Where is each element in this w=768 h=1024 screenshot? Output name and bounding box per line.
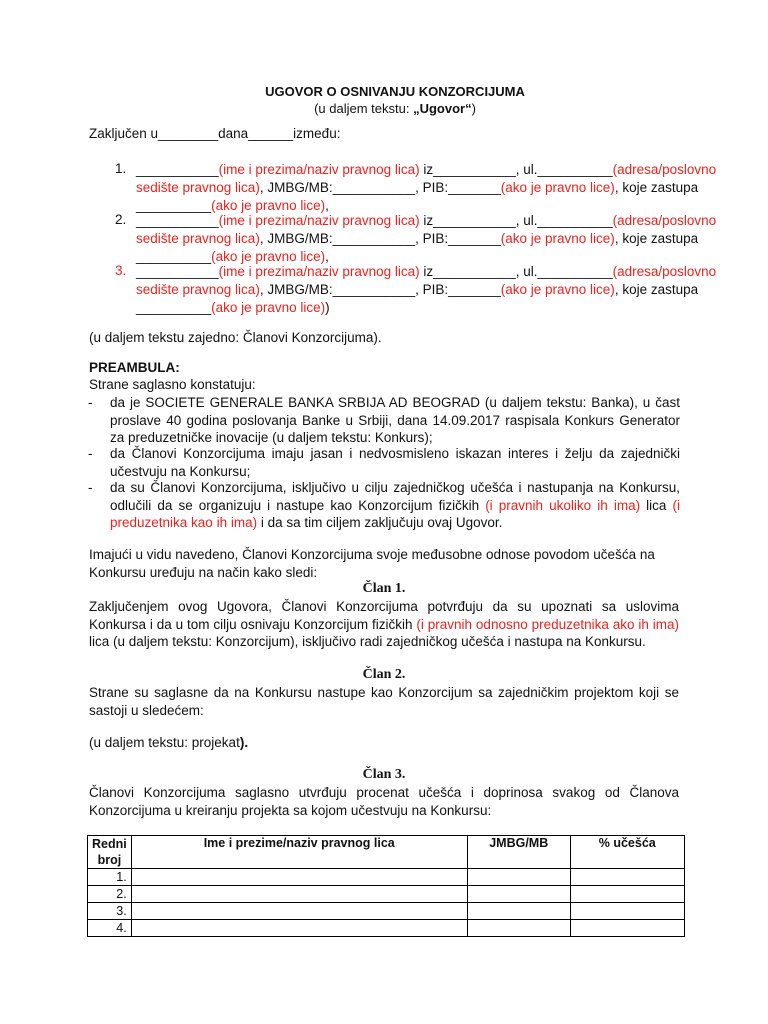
placeholder-seat: sedište pravnog lica) bbox=[136, 180, 260, 195]
bullet-text: da je SOCIETE GENERALE BANKA SRBIJA AD BEOGRAD (u daljem tekstu: Banka), u čast proslave 40 godina poslovanja Banke u Srbiji, dana 14.09.2017 raspisala Konkurs Generator za preduzetničke inovacije (u daljem tekstu: Konkurs); bbox=[110, 395, 680, 446]
intro-line: Zaključen u________dana______između: bbox=[89, 126, 341, 141]
cell-jmbg bbox=[467, 903, 570, 920]
cell-ime bbox=[131, 920, 467, 937]
imajuci-paragraph: Imajući u vidu navedeno, Članovi Konzorcijuma svoje međusobne odnose povodom učešća na Konkursu uređuju na način kako sledi: bbox=[89, 547, 655, 580]
bullet-dash: - bbox=[88, 395, 93, 410]
cell-ime bbox=[131, 886, 467, 903]
projekat-close: ). bbox=[239, 735, 249, 750]
placeholder-legal: (ako je pravno lice) bbox=[211, 198, 326, 213]
paragraph-text: lica (u daljem tekstu: Konzorcijum), isključivo radi zajedničkog učešća i nastupa na Konkursu. bbox=[89, 634, 646, 650]
blank: __________ bbox=[136, 300, 212, 315]
cell-jmbg bbox=[467, 869, 570, 886]
party-number: 2. bbox=[115, 212, 127, 227]
projekat-text: (u daljem tekstu: projekat bbox=[89, 735, 240, 750]
subtitle-ugovor: „Ugovor“ bbox=[413, 101, 472, 116]
preambula-lead: Strane saglasno konstatuju: bbox=[89, 377, 256, 392]
clan-3-heading: Član 3. bbox=[362, 767, 406, 782]
header-jmbg: JMBG/MB bbox=[467, 836, 570, 869]
paragraph-text: Zaključenjem ovog Ugovora, Članovi Konzorcijuma potvrđuju da su upoznati sa uslovima Konkursa i da u tom cilju osnivaju Konzorcijum fizičkih bbox=[89, 599, 679, 632]
bullet-text: da Članovi Konzorcijuma imaju jasan i nedvosmisleno iskazan interes i želju da zajednički učestvuju na Konkursu; bbox=[110, 446, 680, 479]
cell-jmbg bbox=[467, 886, 570, 903]
table-row bbox=[88, 869, 685, 886]
represented-by: , koje zastupa bbox=[614, 282, 699, 297]
cell-ime bbox=[131, 869, 467, 886]
parties-list bbox=[115, 161, 715, 321]
together-line: (u daljem tekstu zajedno: Članovi Konzorcijuma). bbox=[89, 330, 382, 345]
punct: , bbox=[325, 249, 329, 264]
subtitle-prefix: (u daljem tekstu: bbox=[314, 101, 414, 116]
party-number: 3. bbox=[115, 263, 127, 278]
blank: __________ bbox=[136, 198, 212, 213]
address-blanks: iz___________, ul.__________ bbox=[419, 213, 613, 228]
party-line-2 bbox=[136, 179, 698, 196]
header-ime-prezime: Ime i prezime/naziv pravnog lica bbox=[131, 836, 467, 869]
punct: , bbox=[325, 198, 329, 213]
placeholder-legal: (ako je pravno lice) bbox=[500, 282, 615, 297]
bullet-text: da su Članovi Konzorcijuma, isključivo u cilju zajedničkog učešća i nastupanja na Konkursu, odlučili da se organizuju i nastupe kao Konzorcijum fizičkih bbox=[110, 480, 680, 513]
placeholder-address: (adresa/poslovno bbox=[612, 213, 717, 228]
bullet-text: lica bbox=[640, 497, 673, 513]
table-row bbox=[88, 886, 685, 903]
bullet-dash: - bbox=[88, 446, 93, 461]
clan-1-heading: Član 1. bbox=[362, 581, 406, 596]
party-line-2 bbox=[136, 281, 698, 298]
placeholder-seat: sedište pravnog lica) bbox=[136, 231, 260, 246]
placeholder-legal: (ako je pravno lice) bbox=[500, 231, 615, 246]
placeholder-seat: sedište pravnog lica) bbox=[136, 282, 260, 297]
preambula-bullet-3 bbox=[88, 479, 681, 532]
party-line-1 bbox=[136, 161, 716, 178]
placeholder-name: (ime i prezima/naziv pravnog lica) bbox=[218, 264, 420, 279]
subtitle-suffix: ) bbox=[471, 101, 476, 116]
cell-ucesce bbox=[570, 869, 684, 886]
preambula-heading: PREAMBULA: bbox=[89, 360, 180, 375]
placeholder-legal: (ako je pravno lice) bbox=[211, 249, 326, 264]
placeholder-address: (adresa/poslovno bbox=[612, 162, 717, 177]
id-blanks: , JMBG/MB:___________, PIB:_______ bbox=[259, 180, 501, 195]
placeholder-name: (ime i prezima/naziv pravnog lica) bbox=[218, 162, 420, 177]
party-line-1 bbox=[136, 263, 716, 280]
id-blanks: , JMBG/MB:___________, PIB:_______ bbox=[259, 231, 501, 246]
contract-subtitle bbox=[0, 101, 768, 116]
address-blanks: iz___________, ul.__________ bbox=[419, 162, 613, 177]
represented-by: , koje zastupa bbox=[614, 231, 699, 246]
blank: ___________ bbox=[136, 213, 219, 228]
placeholder-legal: (ako je pravno lice) bbox=[211, 300, 326, 315]
cell-ucesce bbox=[570, 920, 684, 937]
placeholder-entities: (i pravnih odnosno preduzetnika ako ih ima) bbox=[416, 616, 680, 632]
preambula-bullet-2 bbox=[88, 445, 680, 480]
placeholder-legal: (ako je pravno lice) bbox=[500, 180, 615, 195]
clan-2-heading: Član 2. bbox=[362, 667, 406, 682]
clan-2-paragraph: Strane su saglasne da na Konkursu nastupe kao Konzorcijum sa zajedničkim projektom koji se sastoji u sledećem: bbox=[89, 685, 679, 718]
projekat-line bbox=[89, 735, 248, 750]
cell-ucesce bbox=[570, 903, 684, 920]
blank: ___________ bbox=[136, 162, 219, 177]
cell-jmbg bbox=[467, 920, 570, 937]
placeholder-entrepreneurs: (i preduzetnika kao ih ima) bbox=[110, 497, 681, 531]
table-row bbox=[88, 903, 685, 920]
bullet-text: i da sa tim ciljem zaključuju ovaj Ugovor. bbox=[257, 515, 503, 531]
cell-redni-broj: 2. bbox=[88, 886, 132, 903]
placeholder-legal-entities: (i pravnih ukoliko ih ima) bbox=[485, 497, 641, 513]
table-header-row bbox=[88, 836, 685, 869]
represented-by: , koje zastupa bbox=[614, 180, 699, 195]
contract-title: UGOVOR O OSNIVANJU KONZORCIJUMA bbox=[265, 84, 525, 99]
cell-ime bbox=[131, 903, 467, 920]
party-line-3 bbox=[136, 299, 330, 316]
table-row bbox=[88, 920, 685, 937]
blank: __________ bbox=[136, 249, 212, 264]
cell-redni-broj: 4. bbox=[88, 920, 132, 937]
header-ucesce: % učešća bbox=[570, 836, 684, 869]
placeholder-name: (ime i prezima/naziv pravnog lica) bbox=[218, 213, 420, 228]
clan-3-paragraph: Članovi Konzorcijuma saglasno utvrđuju procenat učešća i doprinosa svakog od Članova Konzorcijuma u kreiranju projekta sa kojom učestvuju na Konkursu: bbox=[89, 785, 679, 818]
party-line-1 bbox=[136, 212, 716, 229]
party-line-2 bbox=[136, 230, 698, 247]
blank: ___________ bbox=[136, 264, 219, 279]
participation-table bbox=[87, 835, 685, 937]
placeholder-address: (adresa/poslovno bbox=[612, 264, 717, 279]
id-blanks: , JMBG/MB:___________, PIB:_______ bbox=[259, 282, 501, 297]
header-redni-broj: Redni broj bbox=[88, 836, 132, 869]
address-blanks: iz___________, ul.__________ bbox=[419, 264, 613, 279]
cell-ucesce bbox=[570, 886, 684, 903]
punct: ) bbox=[325, 300, 330, 315]
party-number: 1. bbox=[115, 161, 127, 176]
bullet-dash: - bbox=[88, 480, 93, 495]
cell-redni-broj: 3. bbox=[88, 903, 132, 920]
cell-redni-broj: 1. bbox=[88, 869, 132, 886]
clan-1-paragraph bbox=[89, 598, 679, 651]
preambula-bullet-1 bbox=[88, 394, 680, 447]
